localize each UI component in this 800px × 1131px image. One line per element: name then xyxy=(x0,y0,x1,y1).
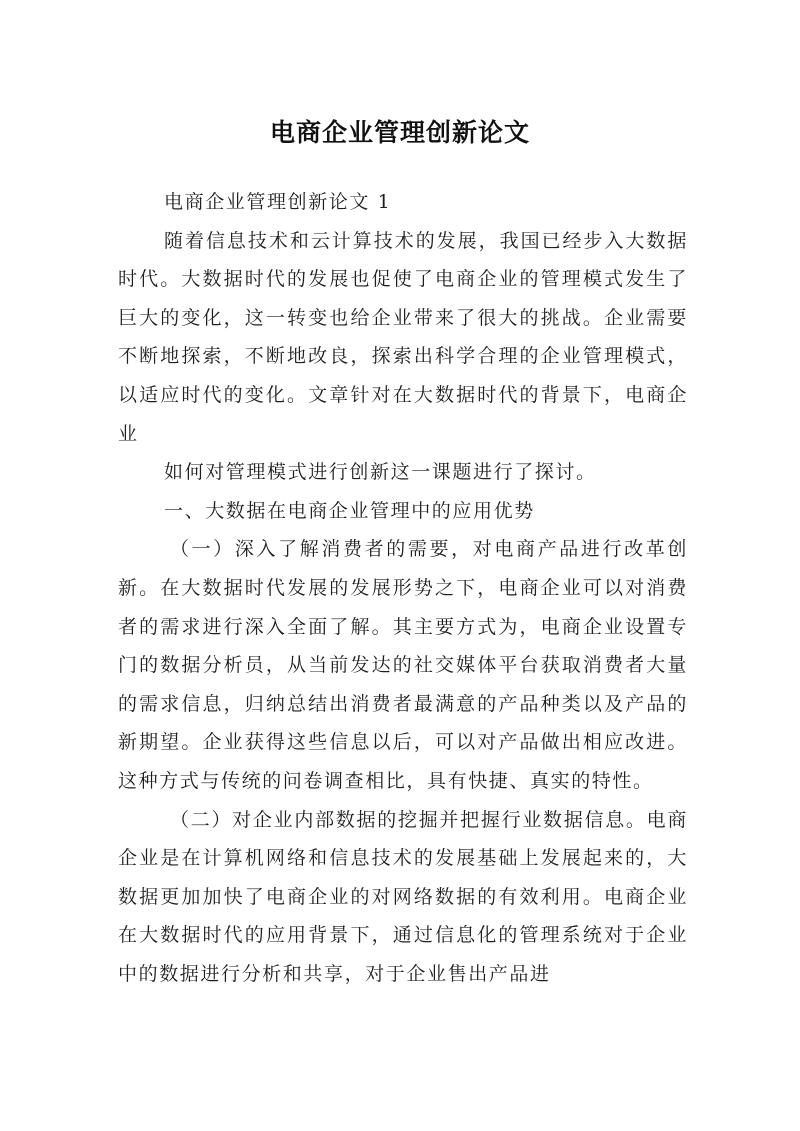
document-title: 电商企业管理创新论文 xyxy=(269,117,530,147)
paragraph-subtitle: 电商企业管理创新论文 1 xyxy=(164,191,392,213)
paragraph-intro-continued: 如何对管理模式进行创新这一课题进行了探讨。 xyxy=(164,461,597,484)
document-body xyxy=(118,183,688,993)
section-heading: 一、大数据在电商企业管理中的应用优势 xyxy=(164,499,535,522)
paragraph-intro: 随着信息技术和云计算技术的发展，我国已经步入大数据时代。大数据时代的发展也促使了电商企业的管理模式发生了巨大的变化，这一转变也给企业带来了很大的挑战。企业需要不断地探索，不断地改良，探索出科学合理的企业管理模式，以适应时代的变化。文章针对在大数据时代的背景下，电商企业 xyxy=(118,229,688,445)
paragraph-point-two: （二）对企业内部数据的挖掘并把握行业数据信息。电商企业是在计算机网络和信息技术的发展基础上发展起来的，大数据更加加快了电商企业的对网络数据的有效利用。电商企业在大数据时代的应用背景下，通过信息化的管理系统对于企业中的数据进行分析和共享，对于企业售出产品进 xyxy=(118,808,688,985)
paragraph-point-one: （一）深入了解消费者的需要，对电商产品进行改革创新。在大数据时代发展的发展形势之下，电商企业可以对消费者的需求进行深入全面了解。其主要方式为，电商企业设置专门的数据分析员，从当前发达的社交媒体平台获取消费者大量的需求信息，归纳总结出消费者最满意的产品种类以及产品的新期望。企业获得这些信息以后，可以对产品做出相应改进。这种方式与传统的问卷调查相比，具有快捷、真实的特性。 xyxy=(118,538,688,792)
